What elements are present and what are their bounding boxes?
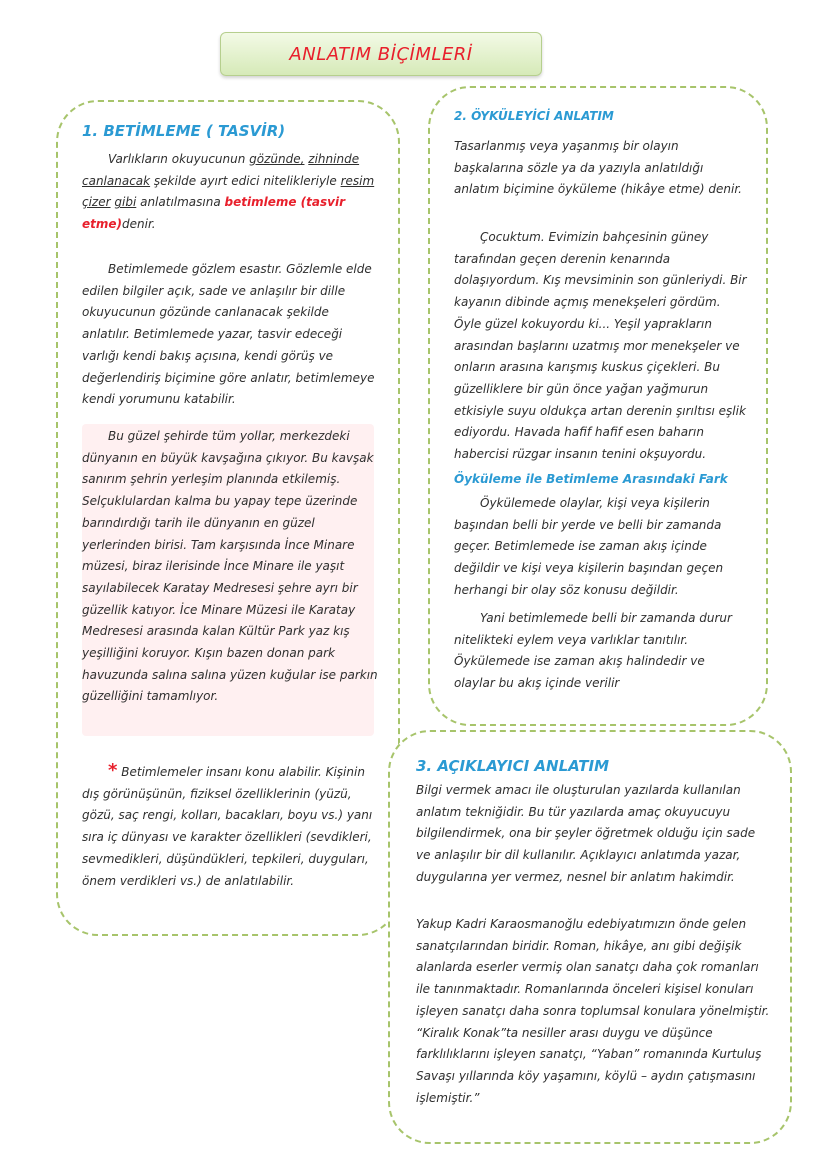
- section2-heading: 2. ÖYKÜLEYİCİ ANLATIM: [454, 109, 614, 123]
- section1-paragraph: Betimlemede gözlem esastır. Gözlemle elde edilen bilgiler açık, sade ve anlaşılır bir dille okuyucunun gözünde canlanacak şekilde anlatılır. Betimlemede yazar, tasvir edeceği varlığı kendi bakış açısına, kendi görüş ve değerlendiriş biçimine göre anlatır, betimlemeye kendi yorumunu katabilir.: [82, 262, 375, 407]
- section2-example: Çocuktum. Evimizin bahçesinin güney tarafından geçen derenin kenarında dolaşıyordum. Kış mevsiminin son günleriydi. Bir kayanın dibinde açmış menekşeleri gördüm. Öyle güzel kokuyordu ki... Yeşil yaprakların arasından başlarını uzatmış mor menekşeler ve onların arasına karışmış kuskus çiçekleri. Bu güzelliklere bir gün önce yağan yağmurun etkisiyle suyu oldukça artan derenin şırıltısı eşlik ediyordu. Havada hafif hafif esen baharın habercisi rüzgar insanın tenini okşuyordu.: [454, 230, 747, 462]
- def-underline-2: zihninde canlanacak: [82, 152, 360, 188]
- page-title-banner: [220, 32, 542, 76]
- section1-example: Bu güzel şehirde tüm yollar, merkezdeki dünyanın en büyük kavşağına çıkıyor. Bu kavşak sanırım şehrin yerleşim planında etkilemiş. Selçuklulardan kalma bu yapay tepe üzerinde barındırdığı tarih ile dünyanın en güzel yerlerinden birisi. Tam karşısında İnce Minare müzesi, biraz ilerisinde İnce Minare ile yaşıt sayılabilecek Karatay Medresesi şehre ayrı bir güzellik katıyor. İce Minare Müzesi ile Karatay Medresesi arasında kalan Kültür Park yaz kış yeşilliğini koruyor. Kışın bazen donan park havuzunda salına salına yüzen kuğular ise parkın güzelliğini tamamlıyor.: [82, 429, 378, 704]
- section1-note-text: Betimlemeler insanı konu alabilir. Kişinin dış görünüşünün, fiziksel özelliklerinin (yüzü, gözü, saç rengi, kolları, bacakları, boyu vs.) yanı sıra iç dünyası ve karakter özellikleri (sevdikleri, sevmedikleri, düşündükleri, tepkileri, duyguları, önem verdikleri vs.) de anlatılabilir.: [82, 765, 373, 888]
- def-text-6: denir.: [122, 217, 156, 232]
- asterisk-icon: *: [108, 760, 118, 781]
- section1-note: [82, 760, 378, 892]
- def-underline-3: resim çizer: [82, 173, 375, 210]
- section2-definition: Tasarlanmış veya yaşanmış bir olayın başkalarına sözle ya da yazıyla anlatıldığı anlatım biçimine öyküleme (hikâye etme) denir.: [454, 139, 742, 197]
- section2-paragraph: Öykülemede olaylar, kişi veya kişilerin başından belli bir yerde ve belli bir zamanda geçer. Betimlemede ise zaman akış içinde değildir ve kişi veya kişilerin başından geçen herhangi bir olay söz konusu değildir.: [454, 496, 724, 597]
- def-text-1: Varlıkların okuyucunun: [108, 152, 250, 166]
- def-text-3: şekilde ayırt edici nitelikleriyle: [150, 173, 341, 188]
- section2-paragraph-2: Yani betimlemede belli bir zamanda durur nitelikteki eylem veya varlıklar tanıtılır. Öykülemede ise zaman akış halindedir ve olaylar bu akış içinde verilir: [454, 611, 732, 691]
- def-underline-1: gözünde,: [249, 152, 305, 166]
- page-title: ANLATIM BİÇİMLERİ: [289, 43, 473, 65]
- section3-example: Yakup Kadri Karaosmanoğlu edebiyatımızın önde gelen sanatçılarından biridir. Roman, hikâye, anı gibi değişik alanlarda eserler vermiş olan sanatçı daha çok romanları ile tanınmaktadır. Romanlarında önceleri kişisel konuları işleyen sanatçı daha sonra toplumsal konulara yönelmiştir. “Kiralık Konak”ta nesiller arası duygu ve düşünce farklılıklarını işleyen sanatçı, “Yaban” romanında Kurtuluş Savaşı yıllarında köy yaşamını, köylü – aydın çatışmasını işlemiştir.”: [416, 917, 770, 1105]
- section3-heading: 3. AÇIKLAYICI ANLATIM: [416, 757, 610, 775]
- section3-definition: Bilgi vermek amacı ile oluşturulan yazılarda kullanılan anlatım tekniğidir. Bu tür yazılarda amaç okuyucuyu bilgilendirmek, ona bir şeyler öğretmek olduğu için sade ve anlaşılır bir dil kullanılır. Açıklayıcı anlatımda yazar, duygularına yer vermez, nesnel bir anlatım hakimdir.: [416, 783, 756, 884]
- def-highlight: betimleme (tasvir etme): [82, 195, 345, 232]
- section2-subheading: Öyküleme ile Betimleme Arasındaki Fark: [454, 472, 728, 486]
- section1-definition: [82, 149, 378, 236]
- section1-heading: 1. BETİMLEME ( TASVİR): [82, 122, 286, 140]
- def-underline-4: gibi: [114, 195, 137, 210]
- def-text-5: anlatılmasına: [136, 195, 225, 210]
